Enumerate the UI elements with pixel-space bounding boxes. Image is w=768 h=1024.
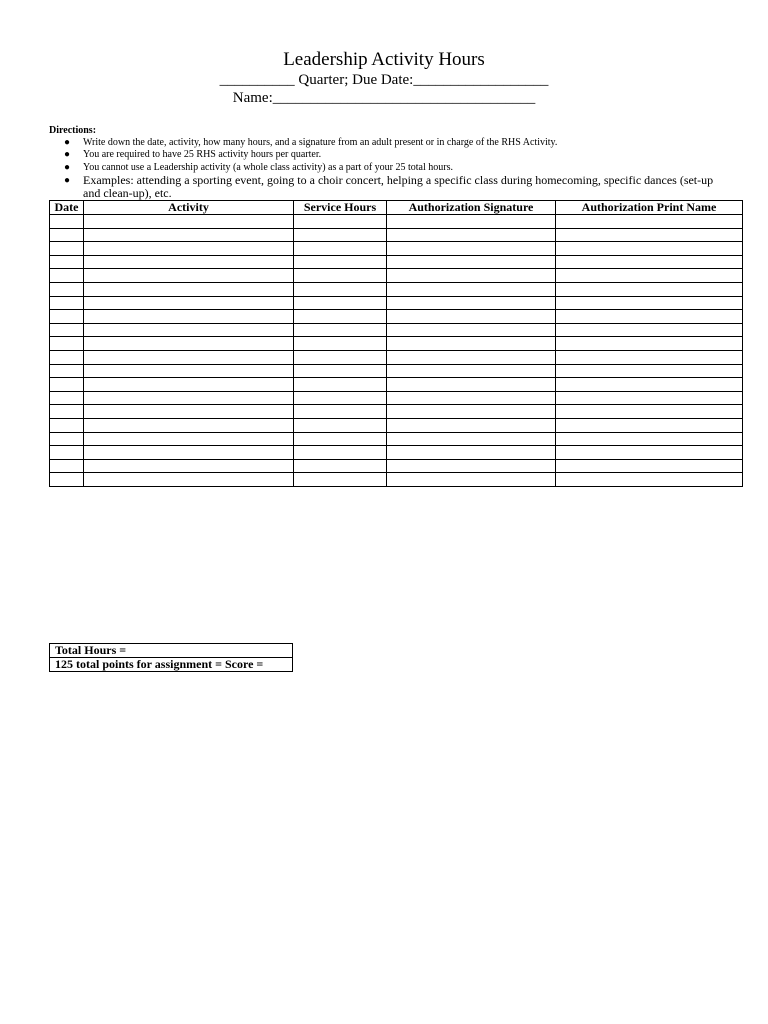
table-row [50,405,743,419]
table-cell[interactable] [556,446,743,460]
directions-heading: Directions: [49,125,97,136]
table-row [50,282,743,296]
table-cell[interactable] [556,296,743,310]
table-cell[interactable] [50,364,84,378]
table-row [50,418,743,432]
table-cell[interactable] [387,310,556,324]
table-cell[interactable] [50,255,84,269]
table-cell[interactable] [294,418,387,432]
bullet-icon: ● [64,149,71,161]
table-cell[interactable] [84,391,294,405]
table-cell[interactable] [387,378,556,392]
bullet-icon: ● [64,137,71,148]
table-cell[interactable] [50,282,84,296]
table-cell[interactable] [50,228,84,242]
directions-item [49,174,729,200]
table-cell[interactable] [387,296,556,310]
directions-item-text: Examples: attending a sporting event, going to a choir concert, helping a specific class during homecoming, specific dances (set-up and clean-up), etc. [83,172,714,200]
table-cell[interactable] [556,432,743,446]
table-cell[interactable] [294,215,387,229]
table-cell[interactable] [84,350,294,364]
column-header-authorization-print-name: Authorization Print Name [556,201,743,215]
table-row [50,323,743,337]
table-row [50,215,743,229]
total-hours-row [50,644,293,658]
table-cell[interactable] [294,269,387,283]
table-row [50,228,743,242]
table-cell[interactable] [50,391,84,405]
table-row [50,255,743,269]
table-cell[interactable] [387,323,556,337]
table-cell[interactable] [294,459,387,473]
table-cell[interactable] [84,282,294,296]
table-cell[interactable] [556,337,743,351]
activity-log-table [49,200,743,487]
name-line: Name:___________________________________ [232,90,536,106]
totals-table [49,643,293,672]
table-cell[interactable] [387,364,556,378]
table-cell[interactable] [387,473,556,487]
table-cell[interactable] [387,432,556,446]
bullet-icon: ● [64,174,71,186]
column-header-authorization-signature: Authorization Signature [387,201,556,215]
table-cell[interactable] [50,350,84,364]
column-header-activity: Activity [84,201,294,215]
table-cell[interactable] [50,269,84,283]
table-cell[interactable] [387,215,556,229]
score-row [50,658,293,672]
table-cell[interactable] [294,228,387,242]
table-cell[interactable] [556,378,743,392]
table-cell[interactable] [84,215,294,229]
table-cell[interactable] [50,459,84,473]
table-cell[interactable] [556,215,743,229]
table-cell[interactable] [294,310,387,324]
table-cell[interactable] [294,391,387,405]
table-cell[interactable] [84,459,294,473]
table-cell[interactable] [556,405,743,419]
table-cell[interactable] [556,350,743,364]
table-row [50,364,743,378]
score-label: 125 total points for assignment = Score = [50,658,293,672]
table-cell[interactable] [84,255,294,269]
table-cell[interactable] [84,364,294,378]
table-cell[interactable] [50,432,84,446]
table-cell[interactable] [84,228,294,242]
table-cell[interactable] [84,418,294,432]
table-row [50,391,743,405]
table-cell[interactable] [556,269,743,283]
table-row [50,337,743,351]
total-hours-label: Total Hours = [50,644,293,658]
table-cell[interactable] [84,242,294,256]
bullet-icon: ● [64,161,71,173]
table-row [50,296,743,310]
table-cell[interactable] [556,473,743,487]
table-cell[interactable] [50,310,84,324]
table-row [50,350,743,364]
table-row [50,446,743,460]
table-cell[interactable] [84,432,294,446]
directions-item-text: Write down the date, activity, how many hours, and a signature from an adult present or in charge of the RHS Activity. [83,137,558,148]
table-row [50,432,743,446]
table-cell[interactable] [294,242,387,256]
table-cell[interactable] [387,405,556,419]
directions-item-text: You cannot use a Leadership activity (a whole class activity) as a part of your 25 total hours. [83,161,453,173]
table-cell[interactable] [294,337,387,351]
directions-item [49,137,729,149]
table-cell[interactable] [84,446,294,460]
table-row [50,269,743,283]
table-cell[interactable] [294,350,387,364]
table-cell[interactable] [294,405,387,419]
table-cell[interactable] [387,269,556,283]
table-cell[interactable] [294,323,387,337]
table-cell[interactable] [84,296,294,310]
table-cell[interactable] [84,337,294,351]
table-cell[interactable] [387,418,556,432]
page-title: Leadership Activity Hours [283,49,485,70]
table-cell[interactable] [294,432,387,446]
column-header-date: Date [50,201,84,215]
table-cell[interactable] [387,282,556,296]
table-cell[interactable] [84,405,294,419]
table-cell[interactable] [50,405,84,419]
table-cell[interactable] [387,350,556,364]
table-cell[interactable] [50,215,84,229]
table-cell[interactable] [387,446,556,460]
table-row [50,473,743,487]
table-row [50,378,743,392]
table-cell[interactable] [387,459,556,473]
column-header-service-hours: Service Hours [294,201,387,215]
table-cell[interactable] [50,242,84,256]
table-cell[interactable] [556,418,743,432]
table-cell[interactable] [556,282,743,296]
directions-list [49,137,729,200]
table-cell[interactable] [50,378,84,392]
table-cell[interactable] [294,255,387,269]
table-cell[interactable] [84,269,294,283]
table-header-row [50,201,743,215]
table-cell[interactable] [556,228,743,242]
table-cell[interactable] [556,459,743,473]
table-cell[interactable] [50,323,84,337]
quarter-due-date-line: __________ Quarter; Due Date:__________________ [219,72,549,88]
table-cell[interactable] [84,310,294,324]
table-cell[interactable] [387,255,556,269]
table-cell[interactable] [294,296,387,310]
table-cell[interactable] [387,242,556,256]
table-cell[interactable] [50,337,84,351]
table-cell[interactable] [556,323,743,337]
directions-item [49,149,729,161]
table-cell[interactable] [84,473,294,487]
table-cell[interactable] [50,418,84,432]
directions-section [49,124,729,200]
table-cell[interactable] [294,446,387,460]
table-cell[interactable] [556,364,743,378]
directions-item-text: You are required to have 25 RHS activity hours per quarter. [83,149,322,161]
activity-log-body [50,215,743,487]
table-cell[interactable] [556,310,743,324]
table-row [50,310,743,324]
table-cell[interactable] [50,446,84,460]
table-row [50,242,743,256]
table-cell[interactable] [50,473,84,487]
table-cell[interactable] [50,296,84,310]
table-cell[interactable] [294,473,387,487]
table-cell[interactable] [294,378,387,392]
table-cell[interactable] [294,282,387,296]
table-cell[interactable] [387,337,556,351]
table-cell[interactable] [387,391,556,405]
table-cell[interactable] [294,364,387,378]
table-cell[interactable] [84,323,294,337]
table-cell[interactable] [556,391,743,405]
table-cell[interactable] [387,228,556,242]
table-cell[interactable] [556,255,743,269]
table-cell[interactable] [84,378,294,392]
table-cell[interactable] [556,242,743,256]
table-row [50,459,743,473]
